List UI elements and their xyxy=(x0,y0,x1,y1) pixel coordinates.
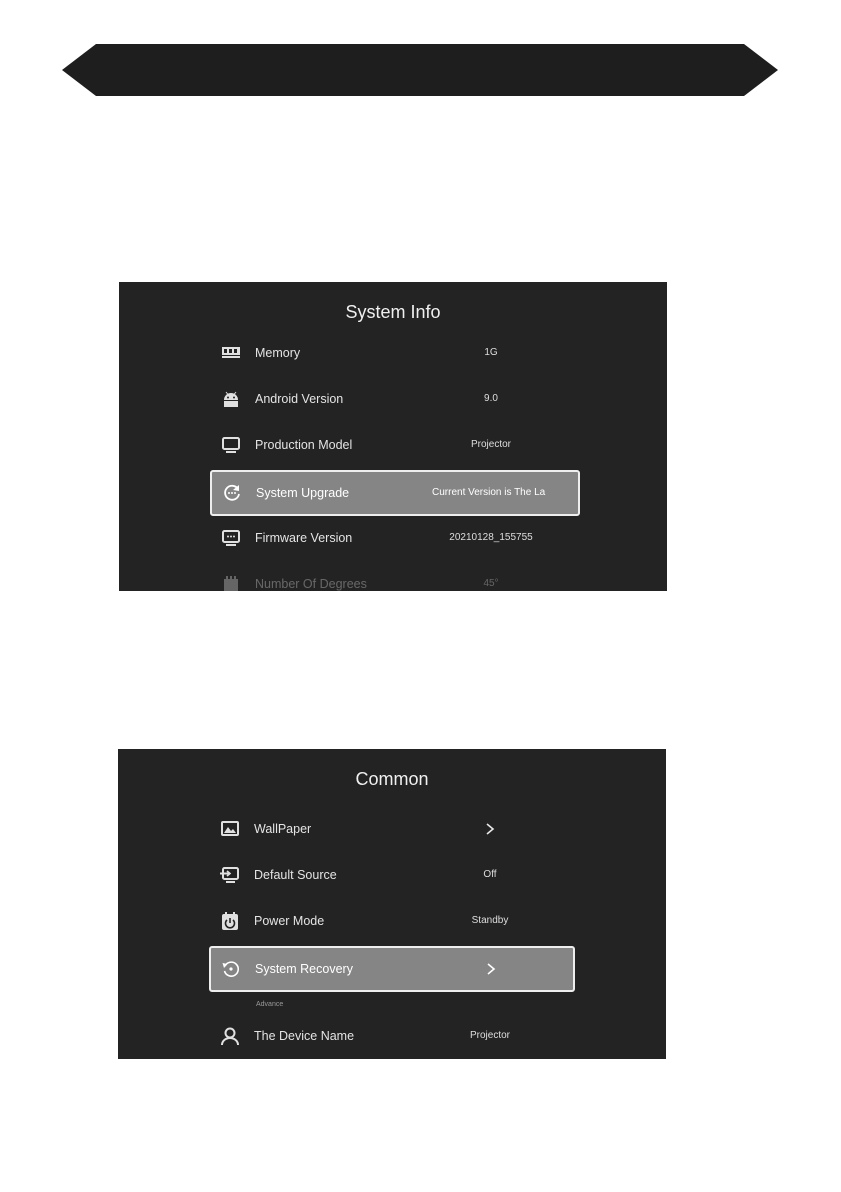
degrees-icon xyxy=(221,574,241,591)
menu-item-value: Off xyxy=(483,869,497,880)
menu-item-value: Projector xyxy=(469,1030,510,1041)
menu-item-value: Current Version is The La xyxy=(432,487,546,498)
common-settings-screen xyxy=(118,749,666,1059)
header-banner xyxy=(62,44,778,96)
page-title: System Info xyxy=(345,302,441,322)
chevron-right-icon xyxy=(485,963,497,975)
system-info-screen xyxy=(119,282,667,591)
power-icon xyxy=(220,911,240,931)
monitor-icon xyxy=(221,435,241,455)
menu-item-system-upgrade[interactable] xyxy=(210,470,580,516)
recovery-icon xyxy=(221,959,241,979)
menu-item-device-name[interactable] xyxy=(210,1015,574,1057)
menu-item-label: Android Version xyxy=(255,392,344,406)
menu-item-value: 45° xyxy=(483,578,499,589)
menu-item-value: 9.0 xyxy=(484,393,498,404)
menu-item-label: System Recovery xyxy=(255,962,353,976)
person-icon xyxy=(220,1026,240,1046)
menu-item-firmware-version[interactable] xyxy=(211,517,575,559)
menu-item-label: WallPaper xyxy=(254,822,312,836)
menu-item-label: Power Mode xyxy=(254,914,325,928)
menu-item-android-version[interactable] xyxy=(211,378,575,420)
image-icon xyxy=(220,819,240,839)
android-icon xyxy=(221,389,241,409)
menu-item-value: 20210128_155755 xyxy=(449,532,533,543)
firmware-icon xyxy=(221,528,241,548)
menu-item-label: Number Of Degrees xyxy=(255,577,367,591)
menu-item-system-recovery[interactable] xyxy=(209,946,575,992)
memory-icon xyxy=(221,343,241,363)
menu-item-number-of-degrees[interactable] xyxy=(211,563,575,591)
menu-item-value: Standby xyxy=(471,915,509,926)
menu-item-power-mode[interactable] xyxy=(210,900,574,942)
menu-item-production-model[interactable] xyxy=(211,424,575,466)
section-label-advance: Advance xyxy=(256,1001,284,1008)
menu-item-label: The Device Name xyxy=(254,1029,355,1043)
menu-item-wallpaper[interactable] xyxy=(210,808,574,850)
chevron-right-icon xyxy=(484,823,496,835)
source-icon xyxy=(220,865,240,885)
menu-item-label: Default Source xyxy=(254,868,337,882)
menu-item-memory[interactable] xyxy=(211,332,575,374)
upgrade-icon xyxy=(222,483,242,503)
menu-item-value: 1G xyxy=(484,347,498,358)
menu-item-label: Memory xyxy=(255,346,301,360)
menu-item-label: Firmware Version xyxy=(255,531,353,545)
menu-item-label: Production Model xyxy=(255,438,353,452)
menu-item-value: Projector xyxy=(470,439,511,450)
menu-item-label: System Upgrade xyxy=(256,486,350,500)
menu-item-default-source[interactable] xyxy=(210,854,574,896)
page-title: Common xyxy=(355,769,429,789)
